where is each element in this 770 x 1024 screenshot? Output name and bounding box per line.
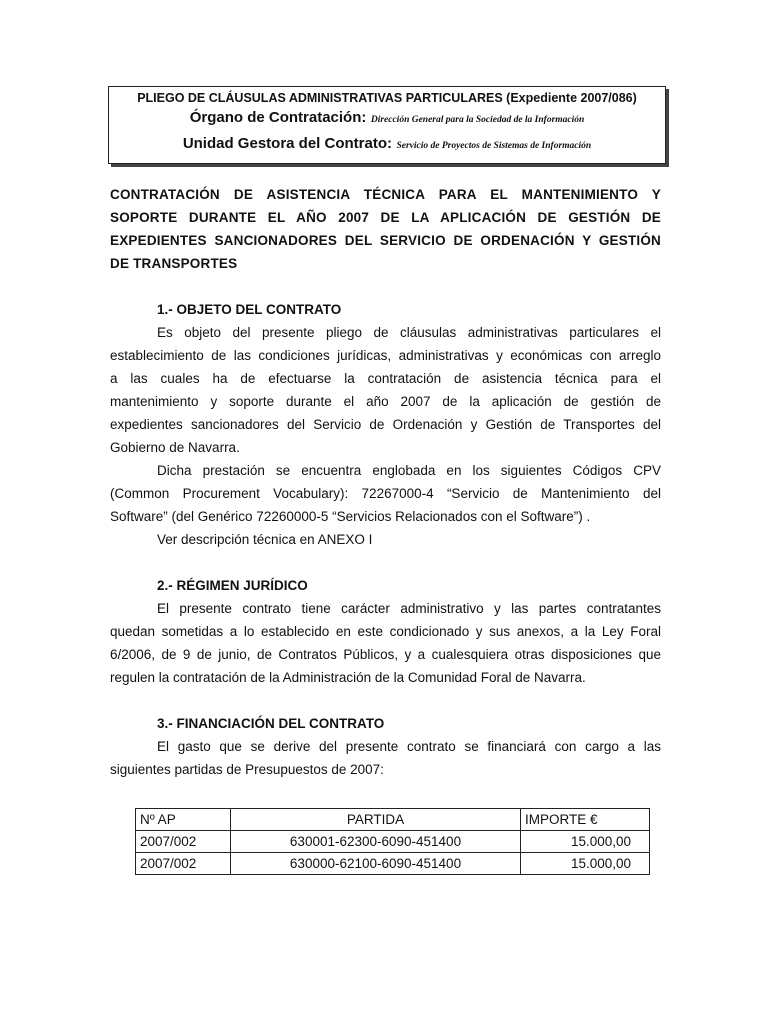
document-title-line: CONTRATACIÓN DE ASISTENCIA TÉCNICA PARA EL MANTENIMIENTO Y: [110, 187, 661, 202]
organo-label: Órgano de Contratación:: [189, 109, 367, 126]
table-cell: 630000-62100-6090-451400: [231, 853, 521, 875]
table-cell: 15.000,00: [521, 831, 650, 853]
paragraph-line: quedan sometidas a lo establecido en este condicionado y sus anexos, a la Ley Foral: [110, 624, 661, 639]
section-heading-objeto: 1.- OBJETO DEL CONTRATO: [157, 302, 342, 317]
table-cell: 2007/002: [136, 831, 231, 853]
header-organo-line: [109, 109, 665, 127]
table-header-cell: IMPORTE €: [521, 809, 650, 831]
table-header-row: [136, 809, 650, 831]
paragraph-line: regulen la contratación de la Administración de la Comunidad Foral de Navarra.: [110, 670, 586, 685]
organo-value: Dirección General para la Sociedad de la Información: [370, 115, 585, 125]
paragraph-line: expedientes sancionadores del Servicio de Ordenación y Gestión de Transportes del: [110, 417, 661, 432]
header-box: [108, 86, 666, 164]
table-cell: 630001-62300-6090-451400: [231, 831, 521, 853]
paragraph-line: Dicha prestación se encuentra englobada en los siguientes Códigos CPV: [157, 463, 661, 478]
paragraph-line: mantenimiento y soporte durante el año 2007 de la aplicación de gestión de: [110, 394, 661, 409]
partidas-table: [135, 808, 650, 875]
unidad-label: Unidad Gestora del Contrato:: [182, 135, 392, 152]
header-unidad-line: [109, 135, 665, 153]
paragraph-line: siguientes partidas de Presupuestos de 2007:: [110, 762, 384, 777]
paragraph-line: El gasto que se derive del presente contrato se financiará con cargo a las: [157, 739, 661, 754]
paragraph-line: El presente contrato tiene carácter administrativo y las partes contratantes: [157, 601, 661, 616]
table-cell: 15.000,00: [521, 853, 650, 875]
section-heading-financiacion: 3.- FINANCIACIÓN DEL CONTRATO: [157, 716, 385, 731]
paragraph-line: 6/2006, de 9 de junio, de Contratos Públicos, y a cualesquiera otras disposiciones que: [110, 647, 661, 662]
header-pliego-title: PLIEGO DE CLÁUSULAS ADMINISTRATIVAS PARTICULARES (Expediente 2007/086): [137, 91, 637, 105]
section-heading-regimen: 2.- RÉGIMEN JURÍDICO: [157, 578, 308, 593]
paragraph-line: (Common Procurement Vocabulary): 72267000-4 “Servicio de Mantenimiento del: [110, 486, 661, 501]
paragraph-line: establecimiento de las condiciones jurídicas, administrativas y económicas con arreglo: [110, 348, 661, 363]
paragraph-line: a las cuales ha de efectuarse la contratación de asistencia técnica para el: [110, 371, 661, 386]
document-title-line: SOPORTE DURANTE EL AÑO 2007 DE LA APLICACIÓN DE GESTIÓN DE: [110, 210, 661, 225]
paragraph-line: Ver descripción técnica en ANEXO I: [157, 532, 373, 547]
document-title-line: DE TRANSPORTES: [110, 256, 238, 271]
paragraph-line: Es objeto del presente pliego de cláusulas administrativas particulares el: [157, 325, 661, 340]
paragraph-line: Software” (del Genérico 72260000-5 “Servicios Relacionados con el Software”) .: [110, 509, 591, 524]
table-cell: 2007/002: [136, 853, 231, 875]
document-title-line: EXPEDIENTES SANCIONADORES DEL SERVICIO DE ORDENACIÓN Y GESTIÓN: [110, 233, 661, 248]
paragraph-line: Gobierno de Navarra.: [110, 440, 240, 455]
unidad-value: Servicio de Proyectos de Sistemas de Información: [396, 141, 592, 151]
table-row: [136, 853, 650, 875]
table-header-cell: Nº AP: [136, 809, 231, 831]
table-header-cell: PARTIDA: [231, 809, 521, 831]
table-row: [136, 831, 650, 853]
